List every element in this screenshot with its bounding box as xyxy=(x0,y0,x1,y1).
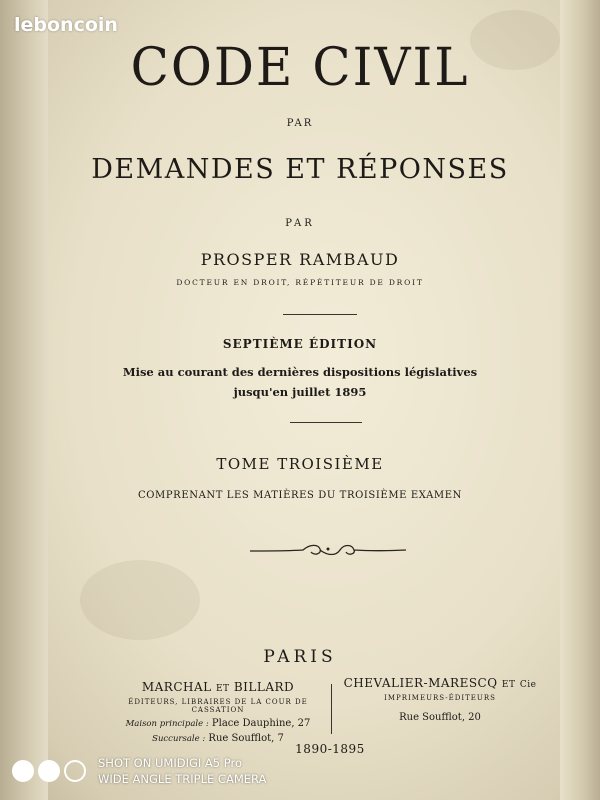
address-1-value: Place Dauphine, 27 xyxy=(211,718,311,729)
publisher-left-address-1 xyxy=(108,718,328,729)
publisher-left-name-b: BILLARD xyxy=(233,680,295,694)
separator-rule xyxy=(283,314,357,315)
publisher-left-and: ET xyxy=(215,684,230,694)
publisher-left-name-a: MARCHAL xyxy=(141,680,212,694)
publisher-left-description: ÉDITEURS, LIBRAIRES DE LA COUR DE CASSATION xyxy=(128,698,308,714)
tome-label: TOME TROISIÈME xyxy=(216,455,384,473)
book-title: CODE CIVIL xyxy=(130,36,470,98)
publisher-right-and: ET xyxy=(501,680,516,690)
address-1-label: Maison principale : xyxy=(125,719,209,729)
publisher-divider xyxy=(331,684,332,734)
leboncoin-watermark: leboncoin xyxy=(14,14,118,36)
publisher-right-name xyxy=(340,676,540,690)
par-line-1: PAR xyxy=(286,118,314,129)
address-2-label: Succursale : xyxy=(152,734,206,744)
book-subtitle: DEMANDES ET RÉPONSES xyxy=(91,154,509,185)
publisher-left xyxy=(108,680,328,744)
paper-stain xyxy=(80,560,200,640)
camera-lens-icon xyxy=(12,760,34,782)
publisher-right-description: IMPRIMEURS-ÉDITEURS xyxy=(384,694,496,702)
publication-dates: 1890-1895 xyxy=(295,742,365,756)
publisher-right-name-a: CHEVALIER-MARESCQ xyxy=(343,676,498,690)
update-line-2: jusqu'en juillet 1895 xyxy=(233,385,367,399)
city-label: PARIS xyxy=(263,647,337,667)
publisher-right xyxy=(340,676,540,723)
tome-subtitle: COMPRENANT LES MATIÈRES DU TROISIÈME EXAMEN xyxy=(137,490,463,501)
camera-overlay-line-2: WIDE ANGLE TRIPLE CAMERA xyxy=(98,772,267,786)
camera-overlay xyxy=(0,756,600,800)
par-line-2: PAR xyxy=(285,218,315,229)
publisher-right-address: Rue Soufflot, 20 xyxy=(399,712,481,723)
author-name: PROSPER RAMBAUD xyxy=(200,250,400,269)
author-role: DOCTEUR EN DROIT, RÉPÉTITEUR DE DROIT xyxy=(176,278,424,287)
publisher-right-name-b: Cie xyxy=(519,680,537,690)
update-line-1: Mise au courant des dernières dispositions législatives xyxy=(122,365,478,379)
publisher-left-name xyxy=(108,680,328,694)
edition-label: SEPTIÈME ÉDITION xyxy=(222,337,378,351)
camera-lens-icon xyxy=(38,760,60,782)
camera-lens-icon xyxy=(64,760,86,782)
address-2-value: Rue Soufflot, 7 xyxy=(208,733,284,744)
ornament-flourish xyxy=(248,540,408,560)
separator-rule xyxy=(290,422,362,423)
camera-overlay-line-1: SHOT ON UMIDIGI A5 Pro xyxy=(98,756,243,770)
